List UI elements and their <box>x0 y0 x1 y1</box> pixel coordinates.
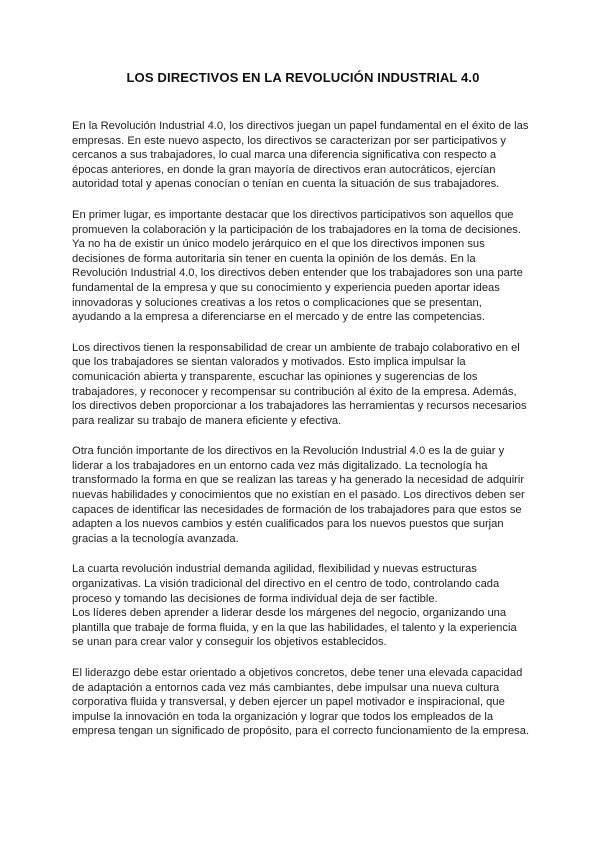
text-line: nuevas habilidades y conocimientos que no existían en el pasado. Los directivos deben ser <box>72 489 525 502</box>
document-title: LOS DIRECTIVOS EN LA REVOLUCIÓN INDUSTRIAL 4.0 <box>126 70 480 85</box>
text-line: empresa tengan un significado de propósito, para el correcto funcionamiento de la empresa. <box>72 725 530 738</box>
text-line: capaces de identificar las necesidades de formación de los trabajadores para que estos se <box>72 503 522 516</box>
text-line: comunicación abierta y transparente, escuchar las opiniones y sugerencias de los <box>72 370 478 383</box>
text-line: de adaptación a entornos cada vez más cambiantes, debe impulsar una nueva cultura <box>72 681 500 694</box>
text-line: cercanos a sus trabajadores, lo cual marca una diferencia significativa con respecto a <box>72 149 497 162</box>
text-line: se unan para crear valor y conseguir los objetivos establecidos. <box>72 636 387 649</box>
text-line: ayudando a la empresa a diferenciarse en el mercado y de entre las competencias. <box>72 311 485 324</box>
text-line: La cuarta revolución industrial demanda agilidad, flexibilidad y nuevas estructuras <box>72 563 477 576</box>
text-line: para realizar su trabajo de manera eficiente y efectiva. <box>72 414 342 427</box>
paragraph-intro <box>72 119 528 192</box>
text-line: Los directivos tienen la responsabilidad de crear un ambiente de trabajo colaborativo en el <box>72 341 520 354</box>
text-line: decisiones de forma autoritaria sin tener en cuenta la opinión de los demás. En la <box>72 252 476 265</box>
text-line: Otra función importante de los directivos en la Revolución Industrial 4.0 es la de guiar y <box>72 445 505 458</box>
text-line: En primer lugar, es importante destacar que los directivos participativos son aquellos que <box>72 208 514 221</box>
text-line: que los trabajadores se sientan valorados y motivados. Esto implica impulsar la <box>72 356 466 369</box>
text-line: El liderazgo debe estar orientado a objetivos concretos, debe tener una elevada capacidad <box>72 667 523 679</box>
paragraph-collaborative-environment <box>72 341 528 429</box>
text-line: trabajadores, y reconocer y recompensar su contribución al éxito de la empresa. Además, <box>72 385 517 398</box>
text-line: fundamental de la empresa y que su conocimiento y experiencia pueden aportar ideas <box>72 281 500 294</box>
text-line: empresas. En este nuevo aspecto, los directivos se caracterizan por ser participativos y <box>72 134 507 147</box>
paragraph-agility <box>72 562 528 650</box>
text-line: gracias a la tecnología avanzada. <box>72 532 239 545</box>
text-line: transformado la forma en que se realizan las tareas y ha generado la necesidad de adquirir <box>72 474 525 487</box>
text-line: Ya no ha de existir un único modelo jerárquico en el que los directivos imponen sus <box>72 238 485 251</box>
document-body <box>72 119 528 739</box>
text-line: autoridad total y apenas conocían o tenían en cuenta la situación de sus trabajadores. <box>72 178 500 191</box>
text-line: plantilla que trabaje de forma fluida, y en la que las habilidades, el talento y la experiencia <box>72 621 517 634</box>
text-line: los directivos deben proporcionar a los trabajadores las herramientas y recursos necesarios <box>72 400 527 413</box>
text-line: Revolución Industrial 4.0, los directivos deben entender que los trabajadores son una parte <box>72 267 523 280</box>
paragraph-participative-leaders <box>72 208 528 325</box>
text-line: adapten a los nuevos cambios y estén cualificados para los nuevos puestos que surjan <box>72 518 504 531</box>
text-line: liderar a los trabajadores en un entorno cada vez más digitalizado. La tecnología ha <box>72 459 488 472</box>
text-line: Los líderes deben aprender a liderar desde los márgenes del negocio, organizando una <box>72 607 507 620</box>
paragraph-digital-guidance <box>72 444 528 546</box>
text-line: En la Revolución Industrial 4.0, los directivos juegan un papel fundamental en el éxito de las <box>72 120 529 132</box>
text-line: corporativa fluida y transversal, y deben ejercer un papel motivador e inspiracional, que <box>72 696 505 709</box>
text-line: impulse la innovación en toda la organización y lograr que todos los empleados de la <box>72 710 494 723</box>
text-line: promueven la colaboración y la participación de los trabajadores en la toma de decisiones. <box>72 223 522 236</box>
text-line: innovadoras y soluciones creativas a los retos o complicaciones que se presentan, <box>72 296 482 309</box>
text-line: organizativas. La visión tradicional del directivo en el centro de todo, controlando cada <box>72 578 500 591</box>
text-line: épocas anteriores, en donde la gran mayoría de directivos eran autocráticos, ejercían <box>72 163 496 176</box>
text-line: proceso y tomando las decisiones de forma individual deja de ser factible. <box>72 592 438 605</box>
paragraph-leadership <box>72 666 528 739</box>
